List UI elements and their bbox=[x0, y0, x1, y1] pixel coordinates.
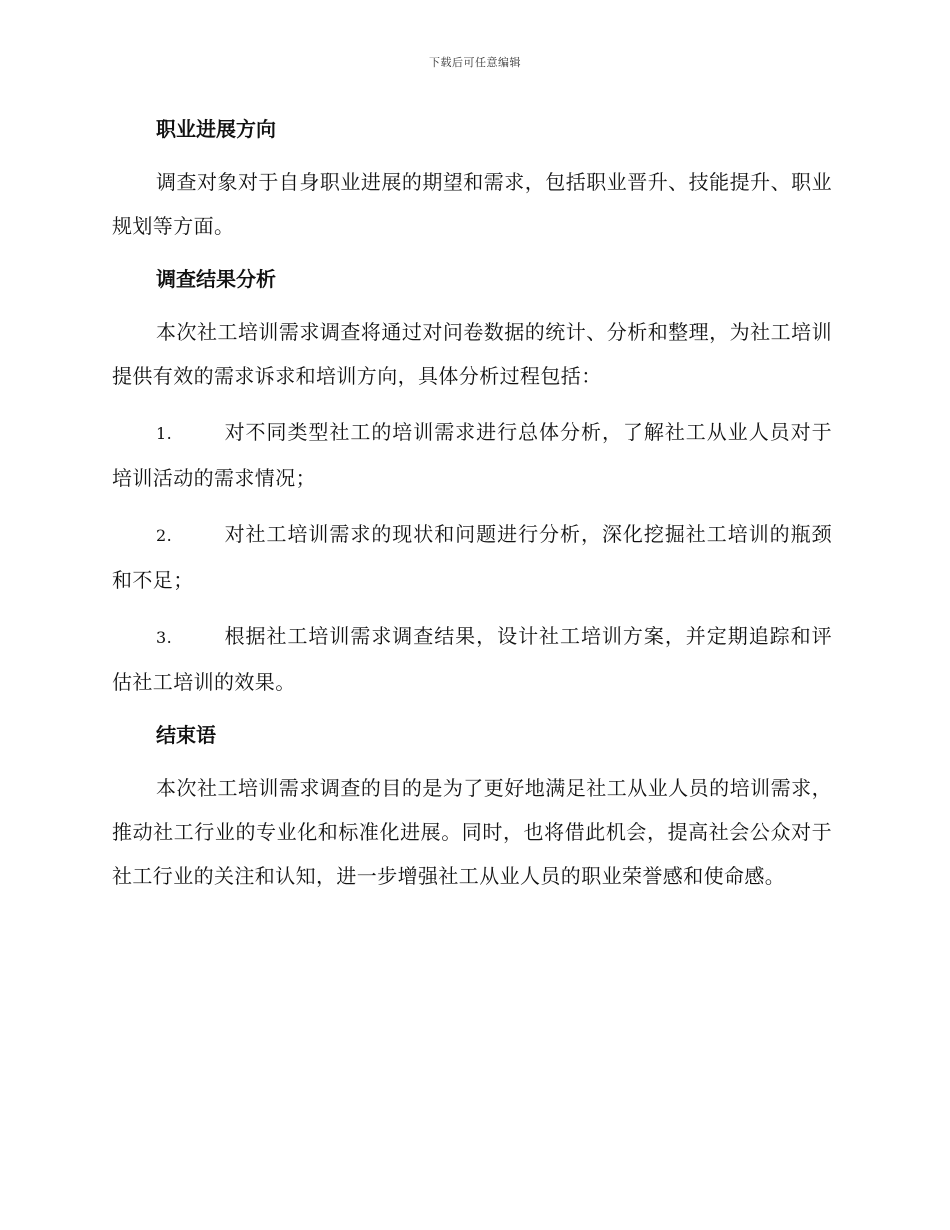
section-heading-survey-analysis: 调查结果分析 bbox=[156, 267, 276, 291]
document-body bbox=[112, 110, 832, 910]
list-item-text: 对不同类型社工的培训需求进行总体分析，了解社工从业人员对于培训活动的需求情况； bbox=[112, 420, 832, 490]
list-item-number: 3. bbox=[156, 628, 173, 647]
list-item bbox=[112, 512, 832, 602]
list-item-text: 对社工培训需求的现状和问题进行分析，深化挖掘社工培训的瓶颈和不足； bbox=[112, 522, 832, 592]
list-item-text: 根据社工培训需求调查结果，设计社工培训方案，并定期追踪和评估社工培训的效果。 bbox=[112, 624, 832, 694]
section-paragraph-conclusion: 本次社工培训需求调查的目的是为了更好地满足社工从业人员的培训需求，推动社工行业的专业化和标准化进展。同时，也将借此机会，提高社会公众对于社工行业的关注和认知，进一步增强社工从业人员的职业荣誉感和使命感。 bbox=[112, 776, 832, 888]
section-heading-conclusion: 结束语 bbox=[156, 723, 216, 747]
section-heading-career-direction: 职业进展方向 bbox=[156, 117, 276, 141]
list-item bbox=[112, 410, 832, 500]
section-paragraph-survey-analysis: 本次社工培训需求调查将通过对问卷数据的统计、分析和整理，为社工培训提供有效的需求诉求和培训方向，具体分析过程包括： bbox=[112, 320, 832, 388]
list-item-number: 1. bbox=[156, 424, 173, 443]
section-paragraph-career-direction: 调查对象对于自身职业进展的期望和需求，包括职业晋升、技能提升、职业规划等方面。 bbox=[112, 170, 832, 238]
list-item-number: 2. bbox=[156, 526, 173, 545]
page-header-note: 下载后可任意编辑 bbox=[429, 56, 521, 69]
list-item bbox=[112, 614, 832, 704]
